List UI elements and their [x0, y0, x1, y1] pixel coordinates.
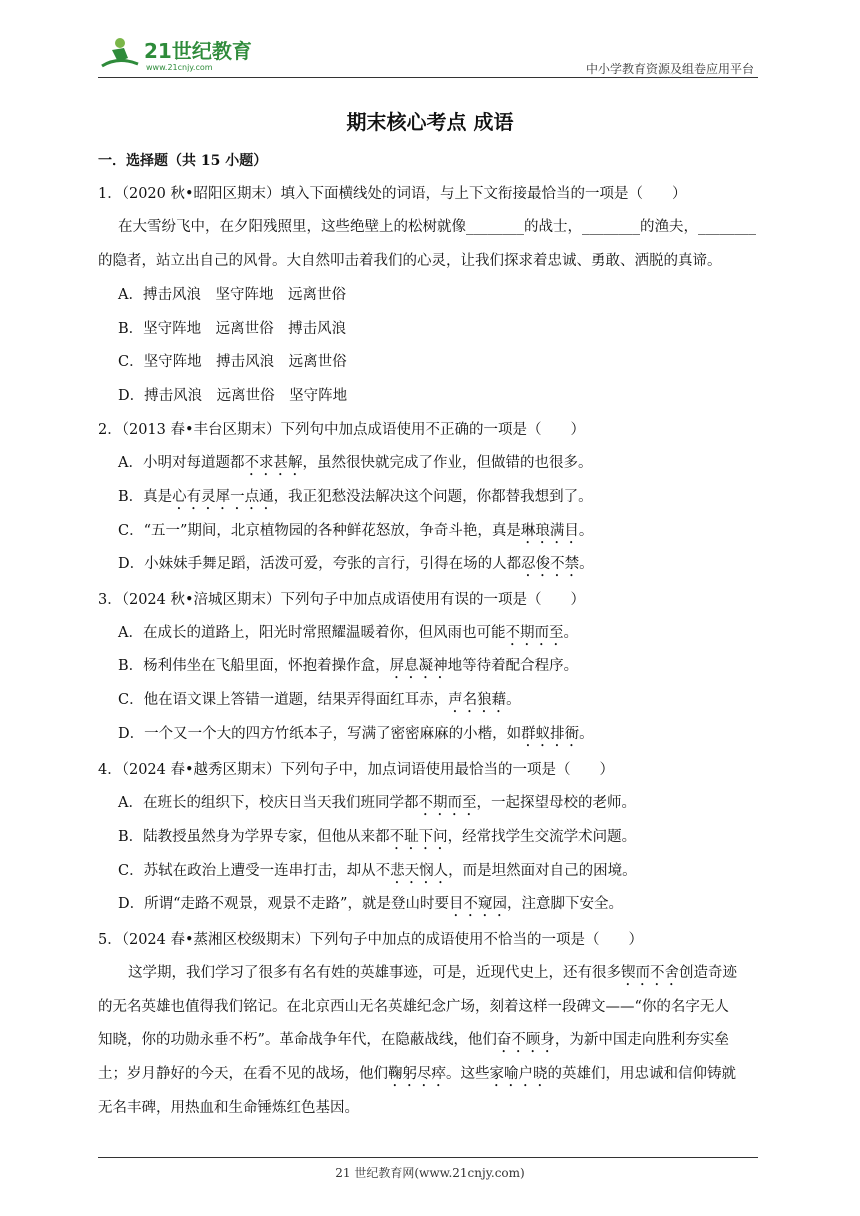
question-5-passage-line-1: 这学期，我们学习了很多有名有姓的英雄事迹，可是，近现代史上，还有很多锲而不舍创造奇迹 — [128, 965, 737, 981]
page-footer: 21 世纪教育网(www.21cnjy.com) — [335, 1166, 525, 1180]
dotted-idiom: 不耻下问 — [389, 829, 448, 845]
dotted-idiom: 不求甚解 — [244, 455, 303, 471]
dotted-idiom: 目不窥园 — [448, 896, 507, 912]
question-4-option-a: A．在班长的组织下，校庆日当天我们班同学都不期而至，一起探望母校的老师。 — [118, 795, 636, 811]
dotted-idiom: 屏息凝神 — [389, 658, 448, 674]
header-divider — [98, 77, 758, 78]
dotted-idiom: 家喻户晓 — [489, 1066, 548, 1082]
page-title: 期末核心考点 成语 — [346, 110, 514, 134]
page-header — [98, 28, 758, 80]
question-4-option-c: C．苏轼在政治上遭受一连串打击，却从不悲天悯人，而是坦然面对自己的困境。 — [118, 863, 637, 879]
question-3-option-c: C．他在语文课上答错一道题，结果弄得面红耳赤，声名狼藉。 — [118, 692, 521, 708]
dotted-idiom: 声名狼藉 — [448, 692, 507, 708]
dotted-idiom: 不期而至 — [505, 625, 564, 641]
question-5-passage-line-4: 土；岁月静好的今天，在看不见的战场，他们鞠躬尽瘁。这些家喻户晓的英雄们，用忠诚和信仰铸就 — [98, 1066, 736, 1082]
question-1-passage-line-1: 在大雪纷飞中，在夕阳残照里，这些绝壁上的松树就像________的战士，________的渔夫，________ — [118, 219, 756, 235]
dotted-idiom: 心有灵犀一点通 — [172, 489, 274, 505]
dotted-idiom: 群蚁排衙 — [521, 726, 580, 742]
question-1-option-b: B．坚守阵地 远离世俗 搏击风浪 — [118, 321, 347, 337]
dotted-idiom: 奋不顾身 — [496, 1032, 555, 1048]
question-1-option-a: A．搏击风浪 坚守阵地 远离世俗 — [118, 287, 346, 303]
section-heading: 一．选择题（共 15 小题） — [98, 153, 268, 169]
dotted-idiom: 锲而不舍 — [621, 965, 679, 981]
dotted-idiom: 忍俊不禁 — [521, 556, 580, 572]
question-3-option-a: A．在成长的道路上，阳光时常照耀温暖着你，但风雨也可能不期而至。 — [118, 625, 578, 641]
question-4-stem: 4．（2024 春•越秀区期末）下列句子中，加点词语使用最恰当的一项是（ ） — [98, 762, 615, 778]
question-5-passage-line-3: 知晓，你的功勋永垂不朽”。革命战争年代，在隐蔽战线，他们奋不顾身，为新中国走向胜利夯实垒 — [98, 1032, 729, 1048]
question-1-stem: 1．（2020 秋•昭阳区期末）填入下面横线处的词语，与上下文衔接最恰当的一项是（ ） — [98, 186, 687, 202]
question-3-option-d: D．一个又一个大的四方竹纸本子，写满了密密麻麻的小楷，如群蚁排衙。 — [118, 726, 594, 742]
site-logo — [98, 34, 268, 74]
question-4-option-d: D．所谓“走路不观景，观景不走路”，就是登山时要目不窥园，注意脚下安全。 — [118, 896, 623, 912]
question-4-option-b: B．陆教授虽然身为学界专家，但他从来都不耻下问，经常找学生交流学术问题。 — [118, 829, 637, 845]
question-1-passage-line-2: 的隐者，站立出自己的风骨。大自然叩击着我们的心灵，让我们探求着忠诚、勇敢、洒脱的真谛。 — [98, 253, 722, 269]
question-2-option-b: B．真是心有灵犀一点通，我正犯愁没法解决这个问题，你都替我想到了。 — [118, 489, 593, 505]
dotted-idiom: 鞠躬尽瘁 — [388, 1066, 446, 1082]
question-2-option-d: D．小妹妹手舞足蹈，活泼可爱，夸张的言行，引得在场的人都忍俊不禁。 — [118, 556, 594, 572]
svg-text:www.21cnjy.com: www.21cnjy.com — [146, 63, 213, 72]
svg-text:21世纪教育: 21世纪教育 — [144, 39, 252, 63]
question-1-option-d: D．搏击风浪 远离世俗 坚守阵地 — [118, 388, 348, 404]
dotted-idiom: 悲天悯人 — [390, 863, 449, 879]
question-3-stem: 3．（2024 秋•涪城区期末）下列句子中加点成语使用有误的一项是（ ） — [98, 592, 586, 608]
question-5-passage-line-2: 的无名英雄也值得我们铭记。在北京西山无名英雄纪念广场，刻着这样一段碑文——“你的名字无人 — [98, 999, 729, 1015]
dotted-idiom: 琳琅满目 — [520, 523, 579, 539]
header-platform-text: 中小学教育资源及组卷应用平台 — [585, 62, 754, 76]
question-2-option-a: A．小明对每道题都不求甚解，虽然很快就完成了作业，但做错的也很多。 — [118, 455, 593, 471]
question-1-option-c: C．坚守阵地 搏击风浪 远离世俗 — [118, 354, 347, 370]
question-2-option-c: C．“五一”期间，北京植物园的各种鲜花怒放，争奇斗艳，真是琳琅满目。 — [118, 523, 594, 539]
dotted-idiom: 不期而至 — [418, 795, 477, 811]
question-3-option-b: B．杨利伟坐在飞船里面，怀抱着操作盒，屏息凝神地等待着配合程序。 — [118, 658, 579, 674]
question-2-stem: 2．（2013 春•丰台区期末）下列句中加点成语使用不正确的一项是（ ） — [98, 422, 586, 438]
footer-divider — [98, 1157, 758, 1158]
question-5-stem: 5．（2024 春•蒸湘区校级期末）下列句子中加点的成语使用不恰当的一项是（ ） — [98, 932, 644, 948]
question-5-passage-line-5: 无名丰碑，用热血和生命锤炼红色基因。 — [98, 1100, 359, 1116]
